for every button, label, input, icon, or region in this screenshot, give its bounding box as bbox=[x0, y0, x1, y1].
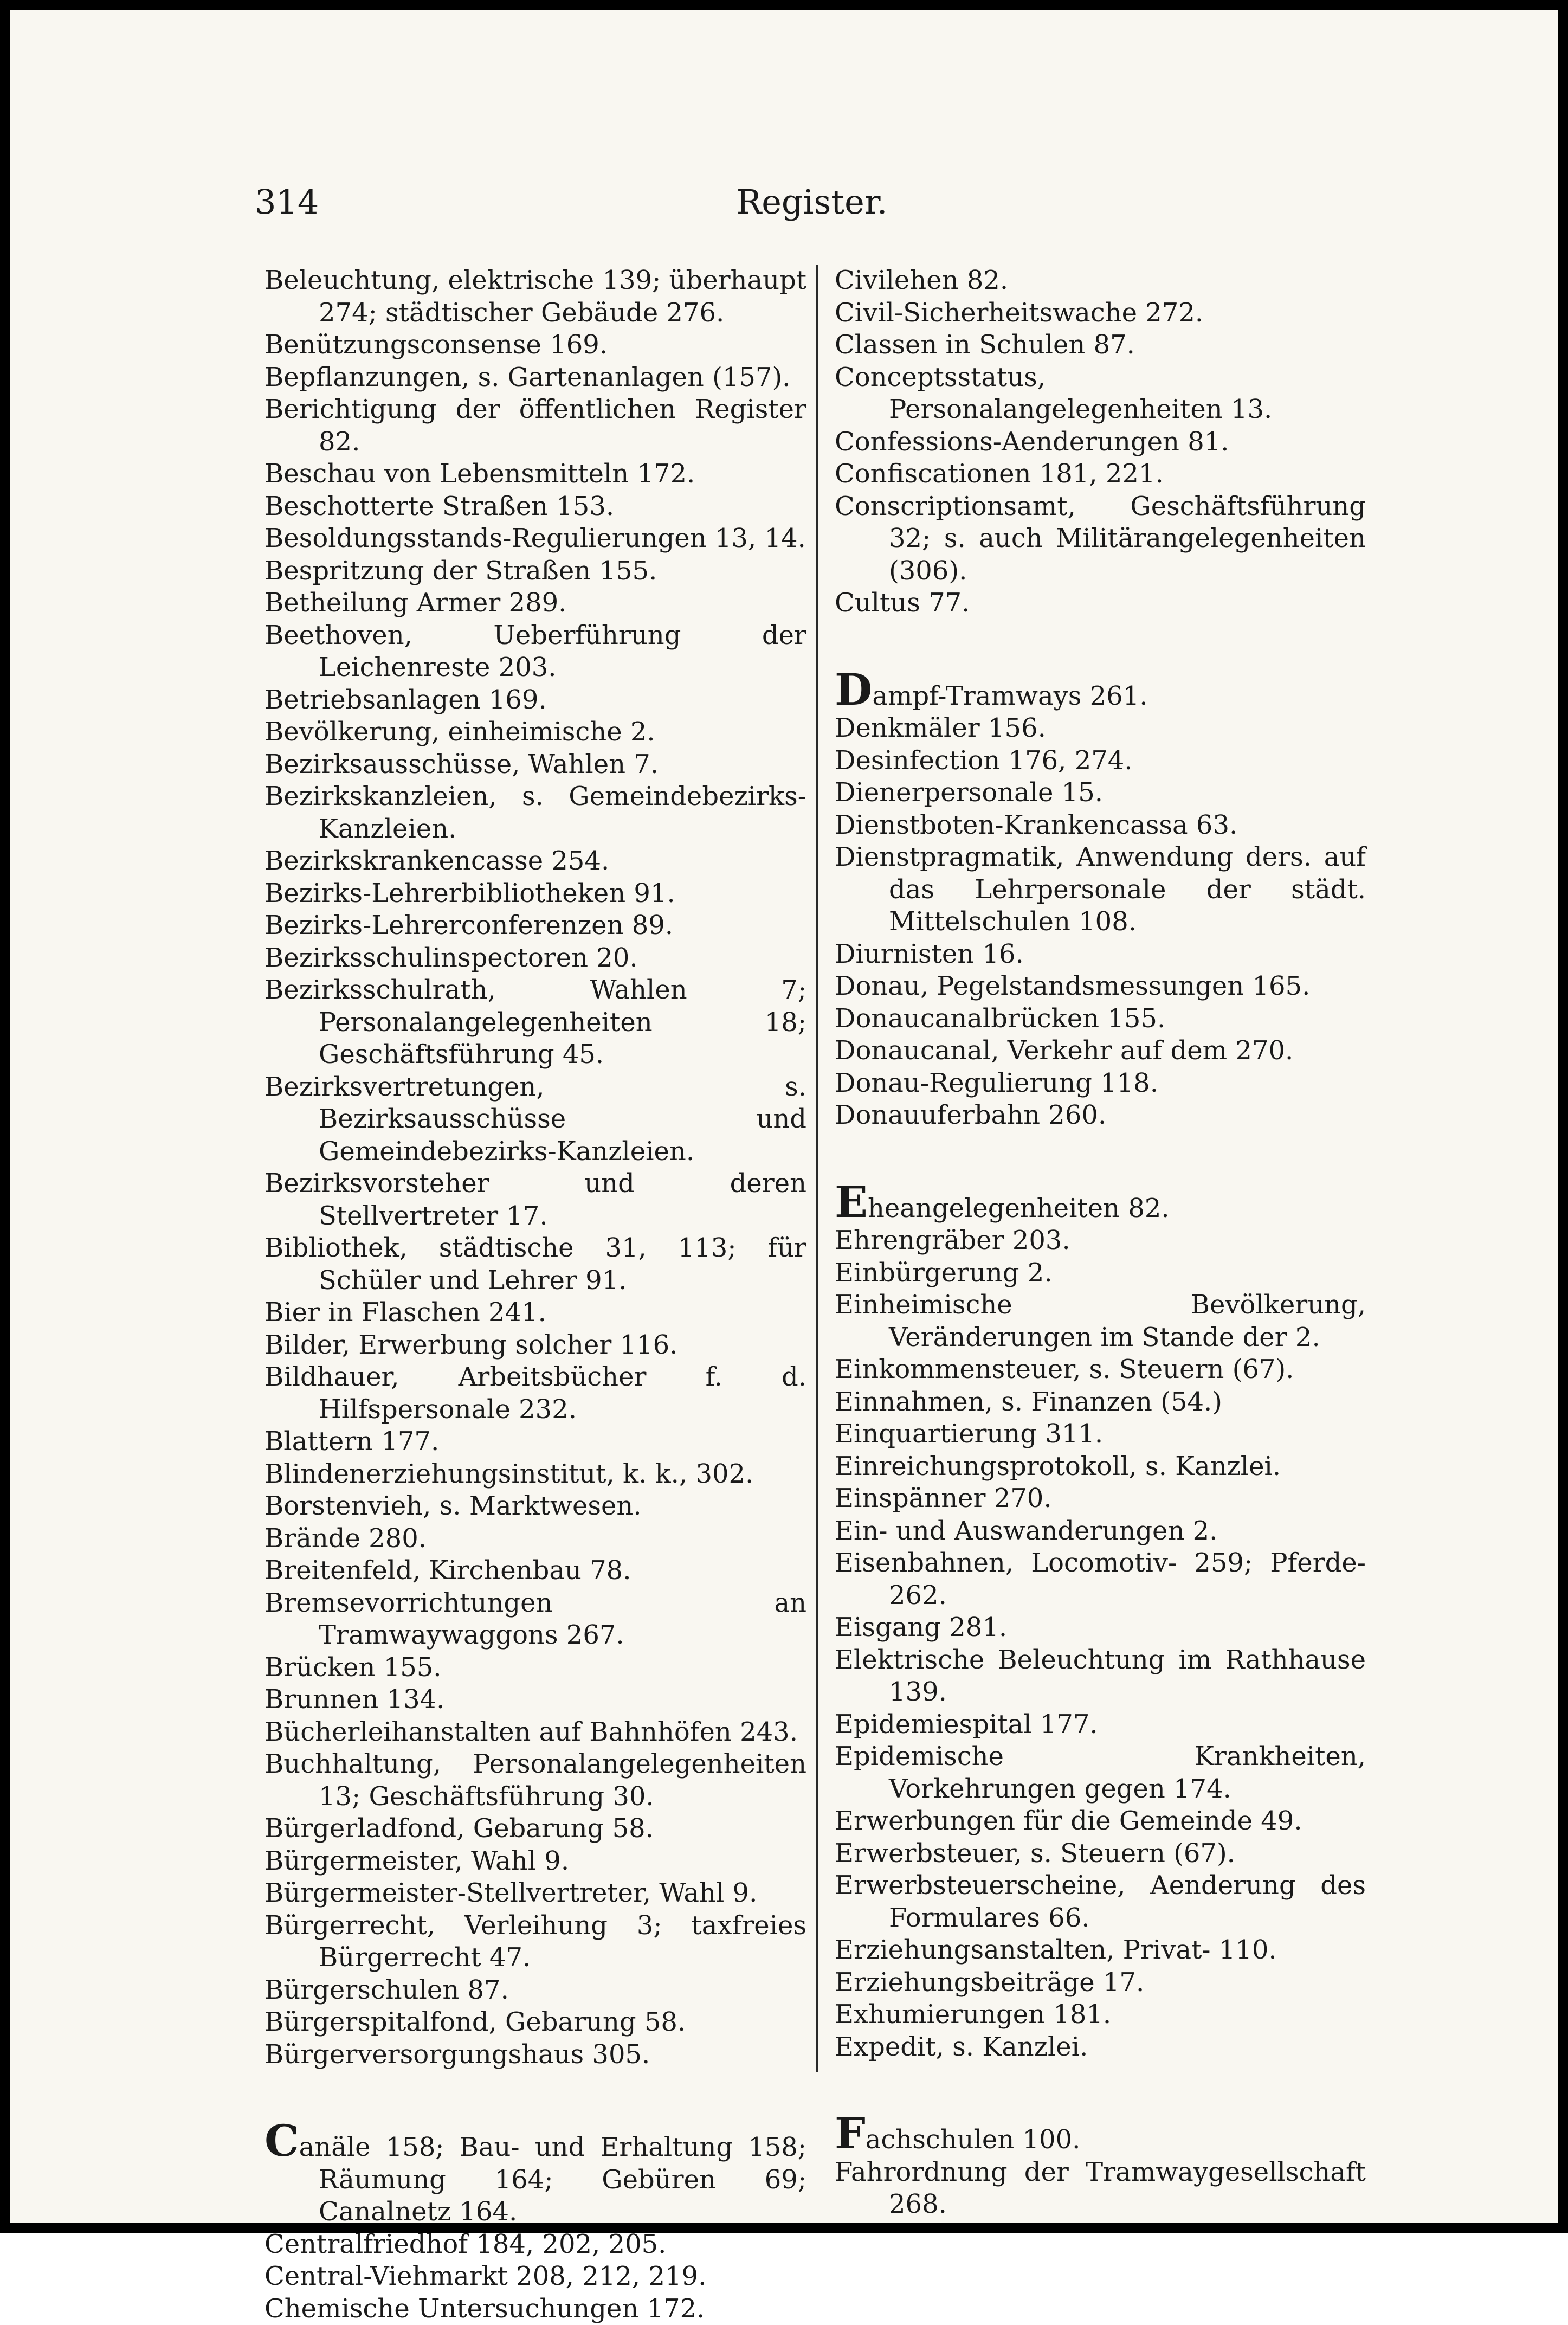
entry-text: Fahrordnung der Tramwaygesellschaft 268. bbox=[835, 2157, 1366, 2220]
entry-text: Bürgerspitalfond, Gebarung 58. bbox=[264, 2007, 686, 2037]
index-entry bbox=[264, 1910, 806, 1974]
entry-text: Bepflanzungen, s. Gartenanlagen (157). bbox=[264, 362, 790, 392]
entry-text: Ein- und Auswanderungen 2. bbox=[835, 1516, 1217, 1546]
index-entry bbox=[835, 1967, 1366, 1999]
entry-text: Beschau von Lebensmitteln 172. bbox=[264, 459, 695, 489]
index-entry bbox=[264, 1490, 806, 1523]
entry-text: Civil-Sicherheitswache 272. bbox=[835, 298, 1203, 328]
index-entry bbox=[264, 1652, 806, 1684]
entry-text: Besoldungsstands-Regulierungen 13, 14. bbox=[264, 523, 806, 553]
entry-text: Einbürgerung 2. bbox=[835, 1258, 1053, 1288]
index-entry bbox=[835, 1186, 1366, 1225]
index-entry bbox=[264, 265, 806, 329]
index-entry bbox=[835, 1870, 1366, 1934]
entry-text: Bezirksschulrath, Wahlen 7; Personalangelegenheiten 18; Geschäftsführung 45. bbox=[264, 975, 806, 1070]
index-entry bbox=[264, 362, 806, 394]
index-entry bbox=[835, 1003, 1366, 1035]
entry-text: Bremsevorrichtungen an Tramwaywaggons 267. bbox=[264, 1588, 806, 1651]
entry-text: Beschotterte Straßen 153. bbox=[264, 491, 614, 521]
entry-text: Einspänner 270. bbox=[835, 1483, 1052, 1513]
index-entry bbox=[264, 1974, 806, 2007]
entry-text: Epidemiespital 177. bbox=[835, 1709, 1098, 1740]
index-entry bbox=[835, 1934, 1366, 1967]
index-entry bbox=[835, 1741, 1366, 1805]
entry-text: Blindenerziehungsinstitut, k. k., 302. bbox=[264, 1459, 753, 1489]
index-entry bbox=[264, 1587, 806, 1652]
index-entry bbox=[264, 1555, 806, 1587]
index-entry bbox=[264, 1426, 806, 1458]
entry-text: Brände 280. bbox=[264, 1523, 427, 1554]
index-entry bbox=[835, 1709, 1366, 1741]
index-entry bbox=[835, 1451, 1366, 1483]
index-entry bbox=[264, 2039, 806, 2071]
entry-text: Conscriptionsamt, Geschäftsführung 32; s. auch Militärangelegenheiten (306). bbox=[835, 491, 1366, 586]
entry-text: Denkmäler 156. bbox=[835, 713, 1046, 743]
entry-text: Central-Viehmarkt 208, 212, 219. bbox=[264, 2261, 706, 2291]
section-initial: E bbox=[835, 1176, 868, 1227]
entry-text: Bezirks-Lehrerconferenzen 89. bbox=[264, 910, 673, 941]
index-entry bbox=[264, 2229, 806, 2261]
entry-text: Beethoven, Ueberführung der Leichenreste 203. bbox=[264, 620, 806, 683]
entry-text: Eisgang 281. bbox=[835, 1612, 1007, 1643]
index-entry bbox=[264, 1523, 806, 1555]
index-entry bbox=[835, 777, 1366, 809]
index-entry bbox=[264, 1748, 806, 1813]
index-entry bbox=[264, 1071, 806, 1168]
index-entry bbox=[264, 523, 806, 555]
section-gap bbox=[835, 620, 1366, 674]
column-divider bbox=[816, 265, 818, 2072]
entry-text: Dienstboten-Krankencassa 63. bbox=[835, 810, 1237, 840]
index-entry bbox=[835, 1354, 1366, 1386]
index-entry bbox=[835, 587, 1366, 620]
entry-text: Diurnisten 16. bbox=[835, 939, 1024, 969]
index-column-right bbox=[835, 265, 1366, 2221]
entry-text: Bürgerladfond, Gebarung 58. bbox=[264, 1813, 654, 1844]
entry-text: Benützungsconsense 169. bbox=[264, 330, 608, 360]
index-entry bbox=[264, 1845, 806, 1878]
index-entry bbox=[835, 938, 1366, 971]
index-entry bbox=[835, 1289, 1366, 1354]
index-entry bbox=[264, 491, 806, 523]
entry-text: Bezirkskanzleien, s. Gemeindebezirks-Kanzleien. bbox=[264, 781, 806, 844]
index-entry bbox=[264, 716, 806, 749]
index-entry bbox=[264, 781, 806, 845]
page-number: 314 bbox=[255, 182, 319, 222]
entry-text: Bildhauer, Arbeitsbücher f. d. Hilfspersonale 232. bbox=[264, 1362, 806, 1425]
index-entry bbox=[264, 1458, 806, 1491]
index-entry bbox=[264, 1716, 806, 1749]
index-entry bbox=[835, 745, 1366, 777]
index-entry bbox=[835, 1838, 1366, 1870]
index-entry bbox=[264, 684, 806, 717]
entry-text: Einquartierung 311. bbox=[835, 1419, 1103, 1449]
index-entry bbox=[835, 362, 1366, 426]
index-entry bbox=[264, 587, 806, 620]
entry-text: Bezirkskrankencasse 254. bbox=[264, 846, 609, 876]
entry-text: Civilehen 82. bbox=[835, 265, 1008, 295]
entry-text: achschulen 100. bbox=[866, 2124, 1081, 2155]
index-entry bbox=[264, 458, 806, 491]
index-entry bbox=[264, 942, 806, 975]
index-entry bbox=[835, 1386, 1366, 1419]
index-entry bbox=[835, 458, 1366, 491]
entry-text: Centralfriedhof 184, 202, 205. bbox=[264, 2229, 666, 2259]
entry-text: Bürgerversorgungshaus 305. bbox=[264, 2039, 650, 2070]
entry-text: Brunnen 134. bbox=[264, 1684, 444, 1715]
index-entry bbox=[835, 1257, 1366, 1290]
entry-text: Dienstpragmatik, Anwendung ders. auf das Lehrpersonale der städt. Mittelschulen 108. bbox=[835, 842, 1366, 937]
entry-text: Bürgermeister-Stellvertreter, Wahl 9. bbox=[264, 1878, 757, 1908]
index-entry bbox=[264, 1877, 806, 1910]
index-column-left bbox=[264, 265, 806, 2325]
entry-text: Expedit, s. Kanzlei. bbox=[835, 2032, 1088, 2062]
entry-text: Bespritzung der Straßen 155. bbox=[264, 556, 657, 586]
index-entry bbox=[835, 491, 1366, 588]
index-entry bbox=[264, 974, 806, 1071]
index-entry bbox=[264, 1168, 806, 1232]
entry-text: Confessions-Aenderungen 81. bbox=[835, 427, 1229, 457]
entry-text: Exhumierungen 181. bbox=[835, 1999, 1111, 2030]
index-entry bbox=[264, 2293, 806, 2325]
index-entry bbox=[835, 1035, 1366, 1067]
entry-text: Classen in Schulen 87. bbox=[835, 330, 1135, 360]
section-gap bbox=[835, 1132, 1366, 1186]
entry-text: Einheimische Bevölkerung, Veränderungen im Stande der 2. bbox=[835, 1290, 1366, 1353]
entry-text: Erwerbungen für die Gemeinde 49. bbox=[835, 1806, 1302, 1836]
index-entry bbox=[835, 1099, 1366, 1132]
index-entry bbox=[264, 845, 806, 878]
index-entry bbox=[835, 265, 1366, 297]
entry-text: heangelegenheiten 82. bbox=[868, 1193, 1170, 1223]
entry-text: Erziehungsanstalten, Privat- 110. bbox=[835, 1935, 1277, 1965]
entry-text: Confiscationen 181, 221. bbox=[835, 459, 1164, 489]
entry-text: Bilder, Erwerbung solcher 116. bbox=[264, 1330, 677, 1360]
index-entry bbox=[264, 2006, 806, 2039]
entry-text: Bezirksschulinspectoren 20. bbox=[264, 943, 638, 973]
index-entry bbox=[835, 970, 1366, 1003]
index-entry bbox=[835, 1483, 1366, 1515]
section-initial: D bbox=[835, 664, 872, 715]
entry-text: Breitenfeld, Kirchenbau 78. bbox=[264, 1555, 631, 1586]
entry-text: Dienerpersonale 15. bbox=[835, 777, 1103, 808]
entry-text: Berichtigung der öffentlichen Register 82. bbox=[264, 394, 806, 457]
entry-text: Bürgermeister, Wahl 9. bbox=[264, 1846, 569, 1876]
entry-text: Brücken 155. bbox=[264, 1652, 442, 1683]
running-head: Register. bbox=[731, 182, 893, 222]
entry-text: ampf-Tramways 261. bbox=[872, 681, 1147, 711]
entry-text: Bürgerschulen 87. bbox=[264, 1975, 509, 2005]
entry-text: Buchhaltung, Personalangelegenheiten 13; Geschäftsführung 30. bbox=[264, 1749, 806, 1812]
entry-text: Beleuchtung, elektrische 139; überhaupt 274; städtischer Gebäude 276. bbox=[264, 265, 806, 328]
index-entry bbox=[264, 1297, 806, 1329]
index-entry bbox=[835, 1612, 1366, 1644]
index-entry bbox=[835, 426, 1366, 459]
index-entry bbox=[264, 620, 806, 684]
index-entry bbox=[835, 712, 1366, 745]
entry-text: Donaucanalbrücken 155. bbox=[835, 1003, 1165, 1034]
index-entry bbox=[264, 2260, 806, 2293]
index-entry bbox=[264, 1361, 806, 1426]
entry-text: Erwerbsteuerscheine, Aenderung des Formulares 66. bbox=[835, 1870, 1366, 1933]
index-entry bbox=[264, 1684, 806, 1716]
entry-text: Erziehungsbeiträge 17. bbox=[835, 1967, 1144, 1998]
index-entry bbox=[835, 2117, 1366, 2156]
index-entry bbox=[264, 1232, 806, 1297]
index-entry bbox=[264, 749, 806, 781]
index-entry bbox=[835, 1225, 1366, 1257]
index-entry bbox=[264, 1813, 806, 1845]
index-entry bbox=[835, 1547, 1366, 1612]
entry-text: Einreichungsprotokoll, s. Kanzlei. bbox=[835, 1451, 1281, 1482]
index-entry bbox=[264, 2125, 806, 2229]
entry-text: Desinfection 176, 274. bbox=[835, 745, 1133, 776]
entry-text: Donauuferbahn 260. bbox=[835, 1100, 1106, 1130]
entry-text: Einnahmen, s. Finanzen (54.) bbox=[835, 1387, 1222, 1417]
index-entry bbox=[835, 841, 1366, 938]
entry-text: Bürgerrecht, Verleihung 3; taxfreies Bürgerrecht 47. bbox=[264, 1910, 806, 1973]
entry-text: Donaucanal, Verkehr auf dem 270. bbox=[835, 1035, 1293, 1066]
entry-text: Einkommensteuer, s. Steuern (67). bbox=[835, 1354, 1294, 1384]
entry-text: Betriebsanlagen 169. bbox=[264, 685, 547, 715]
index-entry bbox=[835, 1515, 1366, 1548]
entry-text: Betheilung Armer 289. bbox=[264, 588, 566, 618]
index-entry bbox=[835, 1644, 1366, 1709]
entry-text: Blattern 177. bbox=[264, 1426, 439, 1457]
entry-text: Epidemische Krankheiten, Vorkehrungen gegen 174. bbox=[835, 1741, 1366, 1804]
section-initial: F bbox=[835, 2108, 866, 2159]
index-entry bbox=[835, 2031, 1366, 2064]
entry-text: anäle 158; Bau- und Erhaltung 158; Räumung 164; Gebüren 69; Canalnetz 164. bbox=[299, 2132, 806, 2227]
entry-text: Bier in Flaschen 241. bbox=[264, 1297, 546, 1328]
entry-text: Conceptsstatus, Personalangelegenheiten 13. bbox=[835, 362, 1272, 425]
section-initial: C bbox=[264, 2115, 299, 2166]
index-entry bbox=[835, 329, 1366, 362]
entry-text: Bevölkerung, einheimische 2. bbox=[264, 717, 655, 747]
index-entry bbox=[835, 2156, 1366, 2221]
entry-text: Bezirksvertretungen, s. Bezirksausschüsse und Gemeindebezirks-Kanzleien. bbox=[264, 1072, 806, 1167]
index-entry bbox=[835, 297, 1366, 330]
entry-text: Eisenbahnen, Locomotiv- 259; Pferde- 262. bbox=[835, 1548, 1366, 1611]
entry-text: Chemische Untersuchungen 172. bbox=[264, 2294, 705, 2324]
index-entry bbox=[835, 1067, 1366, 1100]
entry-text: Bücherleihanstalten auf Bahnhöfen 243. bbox=[264, 1717, 798, 1747]
entry-text: Bezirks-Lehrerbibliotheken 91. bbox=[264, 878, 675, 909]
index-entry bbox=[264, 878, 806, 910]
entry-text: Ehrengräber 203. bbox=[835, 1225, 1070, 1255]
entry-text: Borstenvieh, s. Marktwesen. bbox=[264, 1491, 642, 1521]
index-entry bbox=[835, 1418, 1366, 1451]
index-entry bbox=[264, 910, 806, 942]
section-gap bbox=[264, 2071, 806, 2125]
index-entry bbox=[264, 555, 806, 588]
entry-text: Bezirksausschüsse, Wahlen 7. bbox=[264, 749, 659, 780]
entry-text: Cultus 77. bbox=[835, 588, 970, 618]
index-entry bbox=[835, 1805, 1366, 1838]
entry-text: Erwerbsteuer, s. Steuern (67). bbox=[835, 1838, 1235, 1869]
section-gap bbox=[835, 2063, 1366, 2117]
entry-text: Bezirksvorsteher und deren Stellvertreter 17. bbox=[264, 1168, 806, 1231]
entry-text: Donau, Pegelstandsmessungen 165. bbox=[835, 971, 1310, 1001]
index-entry bbox=[835, 809, 1366, 842]
index-entry bbox=[835, 1999, 1366, 2031]
index-entry bbox=[264, 329, 806, 362]
index-entry bbox=[264, 1329, 806, 1362]
index-entry bbox=[264, 394, 806, 458]
index-entry bbox=[835, 674, 1366, 713]
entry-text: Bibliothek, städtische 31, 113; für Schüler und Lehrer 91. bbox=[264, 1233, 806, 1296]
entry-text: Donau-Regulierung 118. bbox=[835, 1068, 1158, 1098]
entry-text: Elektrische Beleuchtung im Rathhause 139. bbox=[835, 1645, 1366, 1708]
